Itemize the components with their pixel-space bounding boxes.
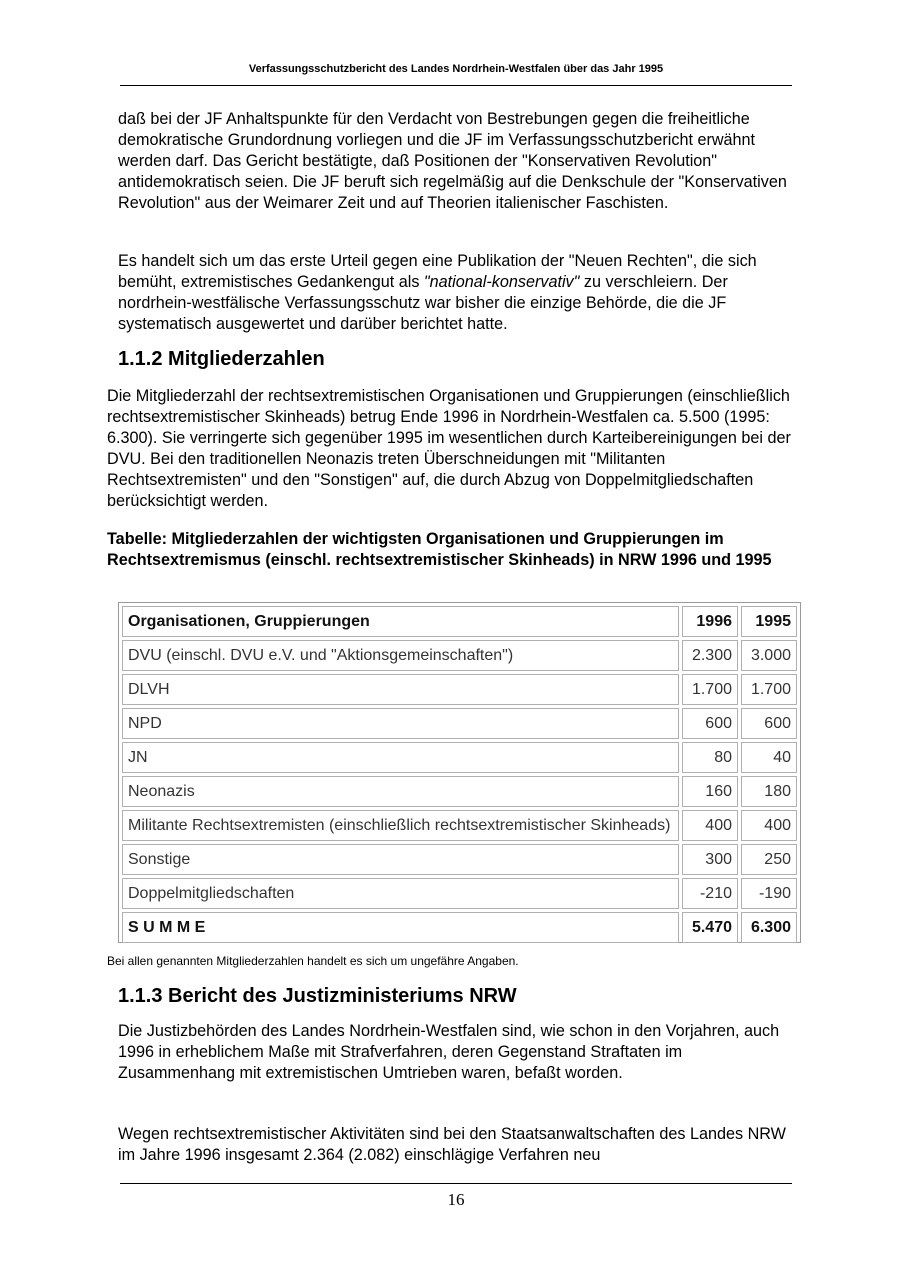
table-header-organisation: Organisationen, Gruppierungen xyxy=(122,606,679,637)
table-cell-1995: 400 xyxy=(741,810,797,841)
heading-mitgliederzahlen: 1.1.2 Mitgliederzahlen xyxy=(118,348,325,370)
membership-table-grid xyxy=(119,603,800,946)
table-cell-1996: 80 xyxy=(682,742,738,773)
table-cell-organisation: JN xyxy=(122,742,679,773)
table-cell-organisation: Militante Rechtsextremisten (einschließlich rechtsextremistischer Skinheads) xyxy=(122,810,679,841)
table-cell-organisation: Neonazis xyxy=(122,776,679,807)
table-header-row xyxy=(122,606,797,637)
table-cell-1995: 180 xyxy=(741,776,797,807)
paragraph-proceedings: Wegen rechtsextremistischer Aktivitäten sind bei den Staatsanwaltschaften des Landes NRW im Jahre 1996 insgesamt 2.364 (2.082) einschlägige Verfahren neu xyxy=(118,1125,786,1164)
header-rule xyxy=(120,85,792,86)
membership-table xyxy=(118,602,801,943)
table-cell-1995: 250 xyxy=(741,844,797,875)
table-total-row xyxy=(122,912,797,943)
table-total-1995: 6.300 xyxy=(741,912,797,943)
table-note: Bei allen genannten Mitgliederzahlen handelt es sich um ungefähre Angaben. xyxy=(107,954,519,968)
table-caption: Tabelle: Mitgliederzahlen der wichtigsten Organisationen und Gruppierungen im Rechtsextremismus (einschl. rechtsextremistischer Skinheads) in NRW 1996 und 1995 xyxy=(107,530,772,569)
table-cell-organisation: DVU (einschl. DVU e.V. und "Aktionsgemeinschaften") xyxy=(122,640,679,671)
table-row xyxy=(122,708,797,739)
table-row xyxy=(122,776,797,807)
table-row xyxy=(122,674,797,705)
table-header-1996: 1996 xyxy=(682,606,738,637)
table-cell-1996: 400 xyxy=(682,810,738,841)
table-total-label: S U M M E xyxy=(122,912,679,943)
paragraph-first-ruling-italic: "national-konservativ" xyxy=(423,273,580,291)
table-cell-organisation: Sonstige xyxy=(122,844,679,875)
paragraph-first-ruling-start: Es handelt sich um das erste Urteil gegen eine Publikation der "Neuen Rechten", die sich bemüht, extremistisches Gedankengut als xyxy=(118,252,757,291)
table-cell-1995: 3.000 xyxy=(741,640,797,671)
table-cell-1995: 1.700 xyxy=(741,674,797,705)
table-cell-1995: 600 xyxy=(741,708,797,739)
footer-rule xyxy=(120,1183,792,1184)
paragraph-first-ruling xyxy=(118,251,788,335)
table-cell-1996: 1.700 xyxy=(682,674,738,705)
paragraph-first-ruling-end: zu verschleiern. Der nordrhein-westfälische Verfassungsschutz war bisher die einzige Behörde, die die JF systematisch ausgewertet und darüber berichtet hatte. xyxy=(118,273,728,333)
paragraph-justice-authorities: Die Justizbehörden des Landes Nordrhein-Westfalen sind, wie schon in den Vorjahren, auch 1996 in erheblichem Maße mit Strafverfahren, deren Gegenstand Straftaten im Zusammenhang mit extremistischen Umtrieben waren, befaßt worden. xyxy=(118,1022,780,1082)
table-cell-organisation: NPD xyxy=(122,708,679,739)
table-row xyxy=(122,640,797,671)
paragraph-jf-court: daß bei der JF Anhaltspunkte für den Verdacht von Bestrebungen gegen die freiheitliche demokratische Grundordnung vorliegen und die JF im Verfassungsschutzbericht erwähnt werden darf. Das Gericht bestätigte, daß Positionen der "Konservativen Revolution" antidemokratisch seien. Die JF beruft sich regelmäßig auf die Denkschule der "Konservativen Revolution" aus der Weimarer Zeit und auf Theorien italienischer Faschisten. xyxy=(118,110,787,212)
heading-justizministerium: 1.1.3 Bericht des Justizministeriums NRW xyxy=(118,985,517,1007)
table-cell-1996: 2.300 xyxy=(682,640,738,671)
table-cell-1996: -210 xyxy=(682,878,738,909)
paragraph-member-count: Die Mitgliederzahl der rechtsextremistischen Organisationen und Gruppierungen (einschließlich rechtsextremistischer Skinheads) betrug Ende 1996 in Nordrhein-Westfalen ca. 5.500 (1995: 6.300). Sie verringerte sich gegenüber 1995 im wesentlichen durch Karteibereinigungen bei der DVU. Bei den traditionellen Neonazis treten Überschneidungen mit "Militanten Rechtsextremisten" und den "Sonstigen" auf, die durch Abzug von Doppelmitgliedschaften berücksichtigt werden. xyxy=(107,387,791,510)
page-number: 16 xyxy=(447,1190,465,1209)
table-row xyxy=(122,878,797,909)
table-cell-organisation: Doppelmitgliedschaften xyxy=(122,878,679,909)
table-cell-1995: -190 xyxy=(741,878,797,909)
table-total-1996: 5.470 xyxy=(682,912,738,943)
table-cell-1995: 40 xyxy=(741,742,797,773)
table-cell-1996: 160 xyxy=(682,776,738,807)
table-row xyxy=(122,810,797,841)
table-row xyxy=(122,742,797,773)
table-header-1995: 1995 xyxy=(741,606,797,637)
table-row xyxy=(122,844,797,875)
table-cell-1996: 300 xyxy=(682,844,738,875)
table-cell-organisation: DLVH xyxy=(122,674,679,705)
running-header: Verfassungsschutzbericht des Landes Nordrhein-Westfalen über das Jahr 1995 xyxy=(248,63,664,75)
table-cell-1996: 600 xyxy=(682,708,738,739)
